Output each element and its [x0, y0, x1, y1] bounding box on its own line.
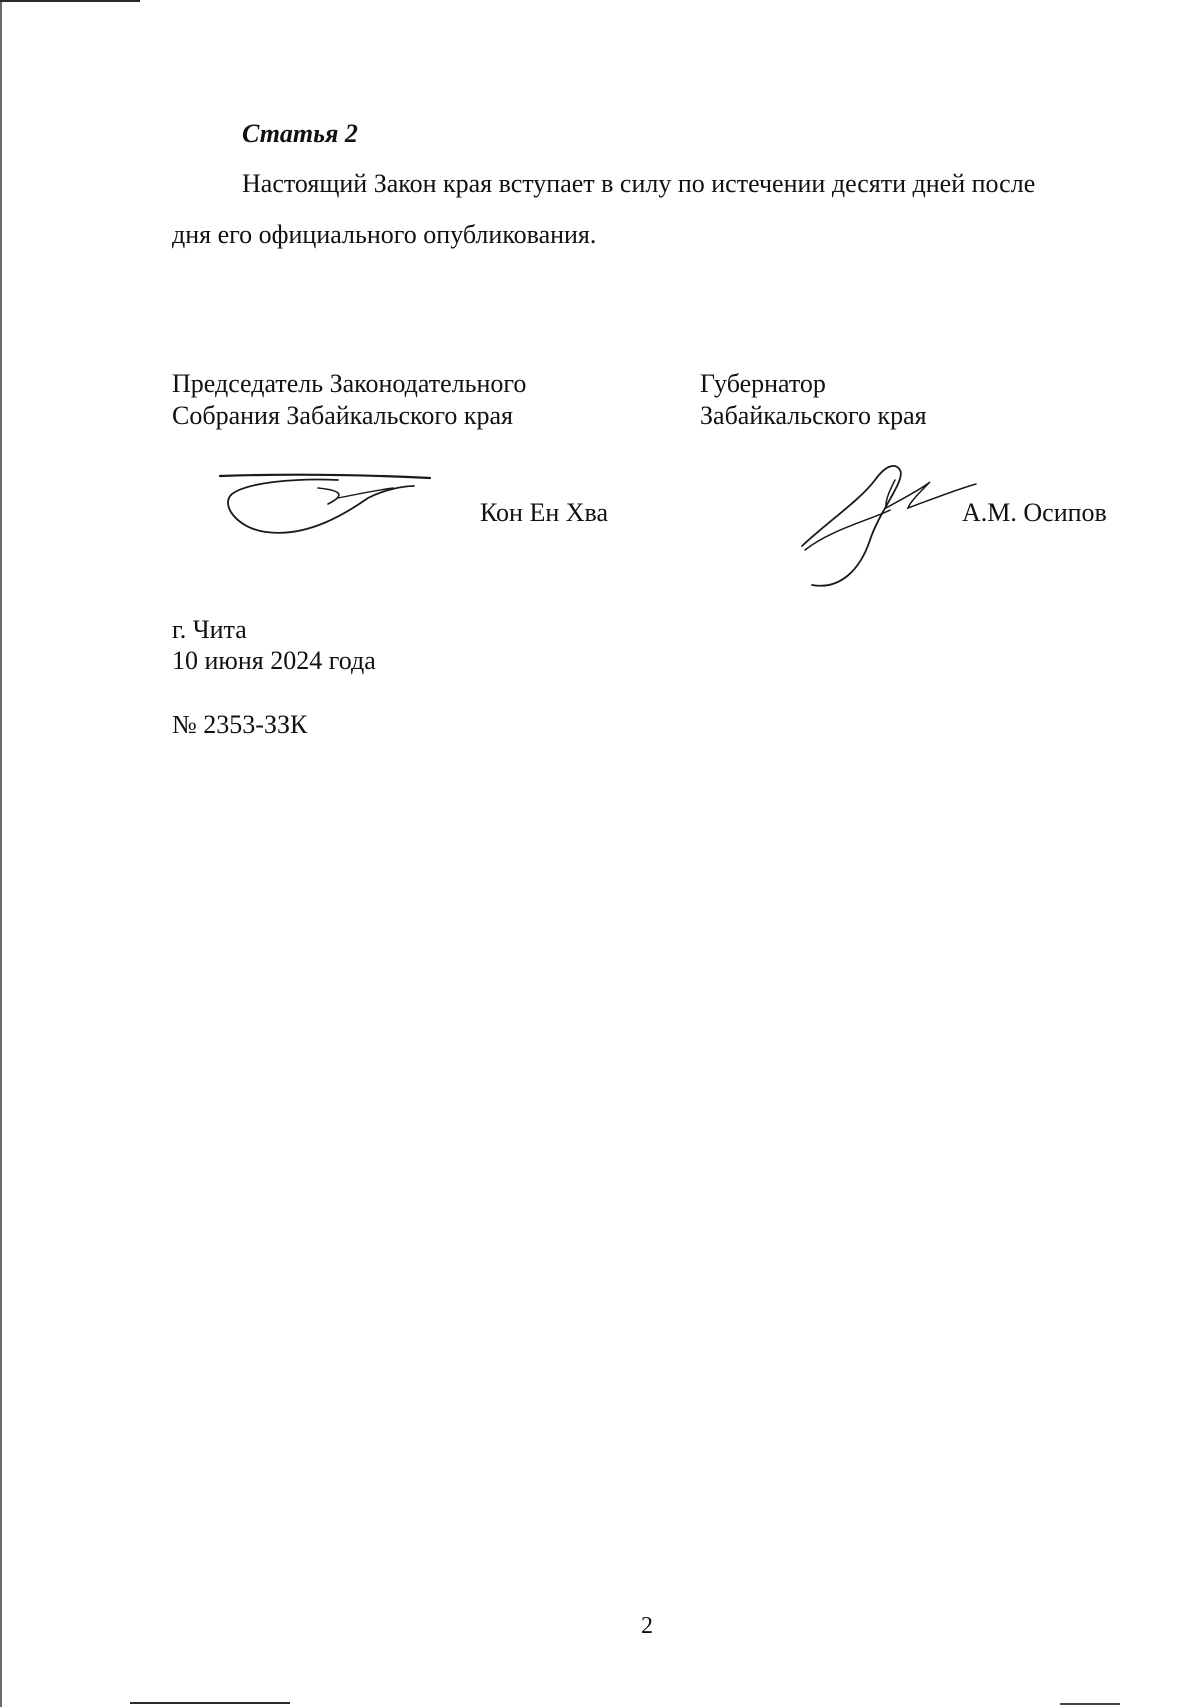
- governor-name: А.М. Осипов: [962, 498, 1107, 527]
- place-of-signing: г. Чита: [172, 615, 247, 644]
- law-number: № 2353-ЗЗК: [172, 710, 308, 739]
- scan-edge-top: [0, 0, 140, 2]
- governor-signature: [800, 460, 980, 595]
- article-text-line-2: дня его официального опубликования.: [172, 220, 597, 249]
- governor-title-line-2: Забайкальского края: [700, 401, 927, 430]
- article-text-line-1: Настоящий Закон края вступает в силу по истечении десяти дней после: [242, 169, 1036, 198]
- chairman-signature: [218, 468, 433, 540]
- chairman-title-line-2: Собрания Забайкальского края: [172, 401, 513, 430]
- scan-edge-bottom: [130, 1702, 290, 1704]
- scan-edge-left: [0, 0, 2, 1707]
- article-heading: Статья 2: [242, 119, 358, 148]
- chairman-title-line-1: Председатель Законодательного: [172, 369, 527, 398]
- signing-date: 10 июня 2024 года: [172, 646, 376, 675]
- scan-edge-bottom-right: [1060, 1703, 1120, 1705]
- chairman-name: Кон Ен Хва: [480, 498, 609, 527]
- page-number: 2: [641, 1613, 653, 1639]
- governor-title-line-1: Губернатор: [700, 369, 826, 398]
